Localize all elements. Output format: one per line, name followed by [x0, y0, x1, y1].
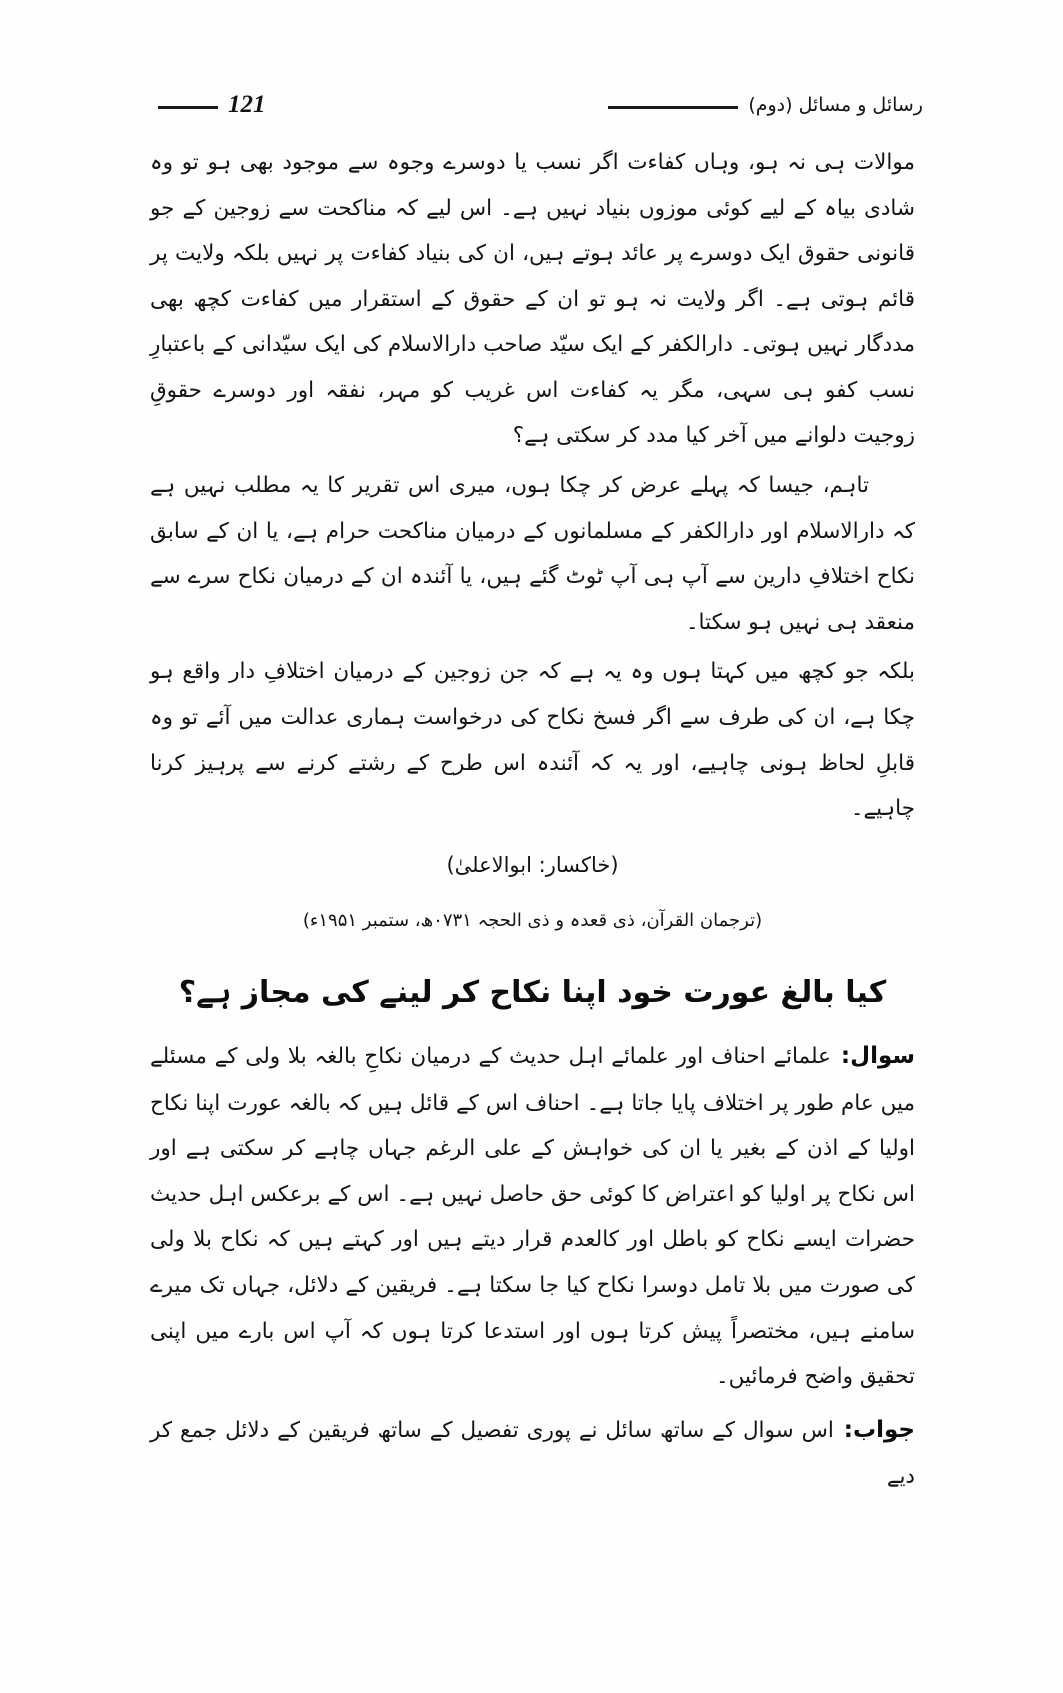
running-head: رسائل و مسائل (دوم) [748, 94, 923, 116]
answer-paragraph [150, 1406, 915, 1500]
paragraph: موالات ہی نہ ہو، وہاں کفاءت اگر نسب یا دوسرے وجوہ سے موجود بھی ہو تو وہ شادی بیاہ کے لیے کوئی موزوں بنیاد نہیں ہے۔ اس لیے کہ مناکحت سے زوجین کے جو قانونی حقوق ایک دوسرے پر عائد ہوتے ہیں، ان کی بنیاد کفاءت پر نہیں بلکہ ولایت پر قائم ہوتی ہے۔ اگر ولایت نہ ہو تو ان کے حقوق کے استقرار میں کفاءت کچھ بھی مددگار نہیں ہوتی۔ دارالکفر کے ایک سیّد صاحب دارالاسلام کی ایک سیّدانی کے باعتبارِ نسب کفو ہی سہی، مگر یہ کفاءت اس غریب کو مہر، نفقہ اور دوسرے حقوقِ زوجیت دلوانے میں آخر کیا مدد کر سکتی ہے؟ [150, 150, 915, 449]
answer-text: اس سوال کے ساتھ سائل نے پوری تفصیل کے ساتھ فریقین کے دلائل جمع کر دیے [150, 1417, 915, 1490]
header-rule-left [158, 106, 218, 109]
paragraph: تاہم، جیسا کہ پہلے عرض کر چکا ہوں، میری اس تقریر کا یہ مطلب نہیں ہے کہ دارالاسلام اور دارالکفر کے مسلمانوں کے درمیان مناکحت حرام ہے، یا ان کے سابق نکاح اختلافِ دارین سے آپ ہی آپ ٹوٹ گئے ہیں، یا آئندہ ان کے درمیان نکاح سرے سے منعقد ہی نہیں ہو سکتا۔ [150, 473, 915, 635]
text-column [150, 140, 915, 1504]
answer-block [150, 1406, 915, 1500]
question-text: علمائے احناف اور علمائے اہل حدیث کے درمیان نکاحِ بالغہ بلا ولی کے مسئلے میں عام طور پر اختلاف پایا جاتا ہے۔ احناف اس کے قائل ہیں کہ بالغہ عورت اپنا نکاح اولیا کے اذن کے بغیر یا ان کی خواہش کے علی الرغم جہاں چاہے کر سکتی ہے اور اس نکاح پر اولیا کو اعتراض کا کوئی حق حاصل نہیں ہے۔ اس کے برعکس اہل حدیث حضرات ایسے نکاح کو باطل اور کالعدم قرار دیتے ہیں اور کہتے ہیں کہ نکاح بلا ولی کی صورت میں بلا تامل دوسرا نکاح کیا جا سکتا ہے۔ فریقین کے دلائل، جہاں تک میرے سامنے ہیں، مختصراً پیش کرتا ہوں اور استدعا کرتا ہوں کہ آپ اس بارے میں اپنی تحقیق واضح فرمائیں۔ [150, 1043, 915, 1390]
signature-line: (خاکسار: ابوالاعلیٰ) [446, 852, 619, 877]
answer-label: جواب: [843, 1416, 915, 1443]
paragraph: بلکہ جو کچھ میں کہتا ہوں وہ یہ ہے کہ جن زوجین کے درمیان اختلافِ دار واقع ہو چکا ہے، ان کی طرف سے اگر فسخ نکاح کی درخواست ہماری عدالت میں آئے تو وہ قابلِ لحاظ ہونی چاہیے، اور یہ کہ آئندہ اس طرح کے رشتے کرنے سے پرہیز کرنا چاہیے۔ [150, 659, 915, 822]
question-block [150, 1032, 915, 1400]
page-number: 121 [228, 91, 266, 118]
header-rule-right [608, 106, 738, 109]
question-paragraph [150, 1032, 915, 1400]
section-heading: کیا بالغ عورت خود اپنا نکاح کر لینے کی مجاز ہے؟ [178, 974, 887, 1010]
question-label: سوال: [840, 1042, 915, 1069]
source-citation: (ترجمان القرآن، ذی قعدہ و ذی الحجہ ۰۷۳۱ھ، ستمبر ۱۹۵۱ء) [302, 909, 763, 931]
page-header [148, 88, 923, 122]
